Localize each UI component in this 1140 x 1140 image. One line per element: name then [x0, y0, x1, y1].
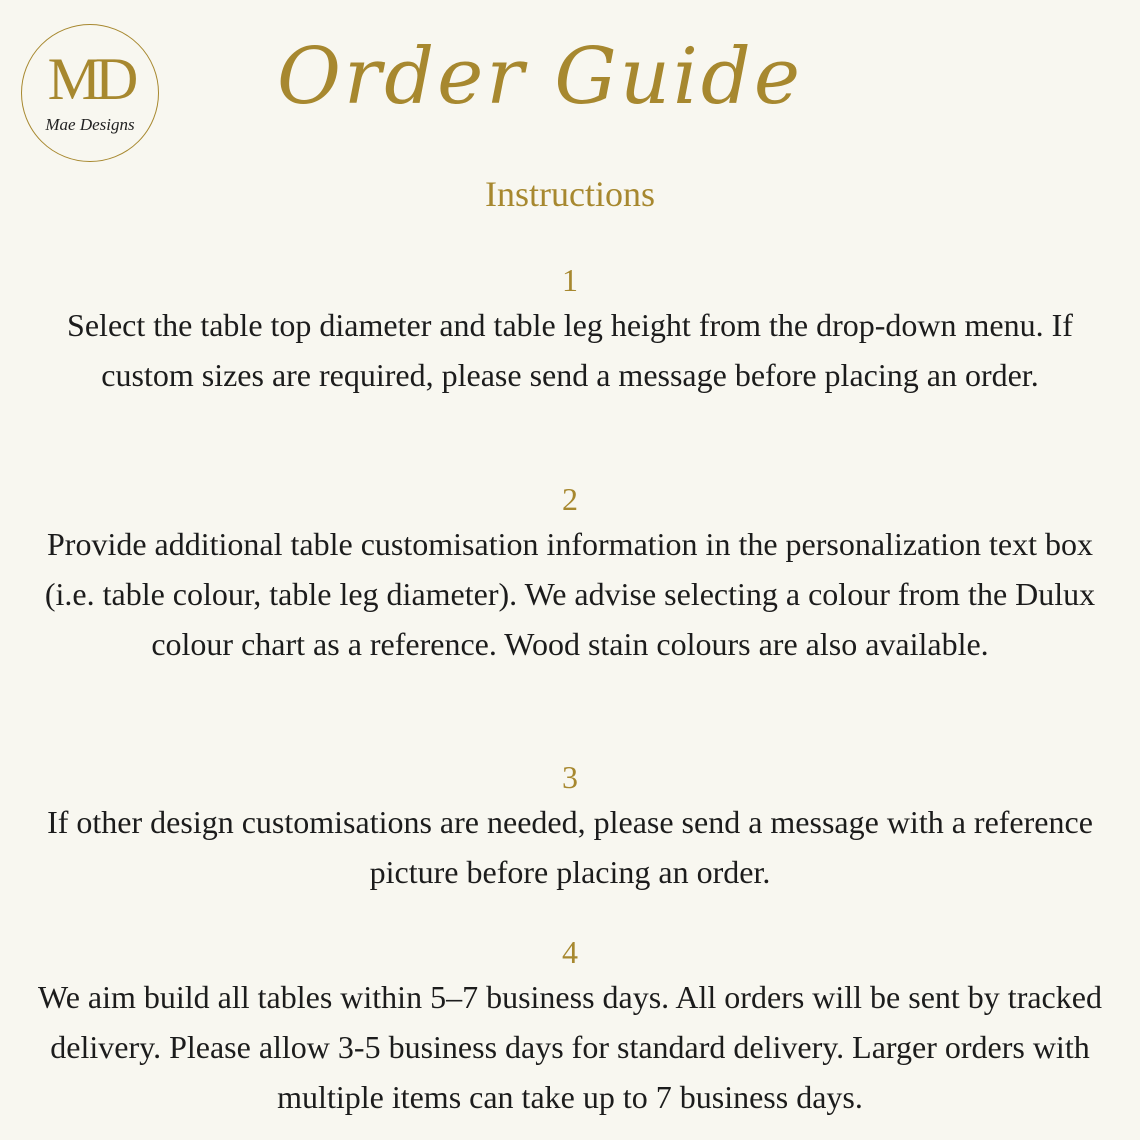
step-text: If other design customisations are needed, please send a message with a reference picture before placing an order. [47, 804, 1093, 890]
instruction-step-3 [20, 757, 1120, 897]
logo-brand-name: Mae Designs [45, 115, 135, 134]
step-text: Provide additional table customisation information in the personalization text box (i.e. table colour, table leg diameter). We advise selecting a colour from the Dulux colour chart as a reference. Wood stain colours are also available. [44, 526, 1096, 662]
section-heading: Instructions [485, 174, 655, 214]
page-title: Order Guide [277, 32, 803, 122]
instruction-step-2 [20, 479, 1120, 669]
instruction-step-1 [20, 260, 1120, 400]
brand-logo [21, 24, 159, 162]
step-text: Select the table top diameter and table leg height from the drop-down menu. If custom sizes are required, please send a message before placing an order. [67, 307, 1073, 393]
instruction-step-4 [20, 932, 1120, 1122]
step-number: 1 [562, 262, 578, 298]
step-number: 4 [562, 934, 578, 970]
step-number: 3 [562, 759, 578, 795]
logo-monogram: MD [47, 46, 133, 112]
step-text: We aim build all tables within 5–7 business days. All orders will be sent by tracked delivery. Please allow 3-5 business days for standard delivery. Larger orders with multiple items can take up to 7 business days. [38, 979, 1102, 1115]
step-number: 2 [562, 481, 578, 517]
